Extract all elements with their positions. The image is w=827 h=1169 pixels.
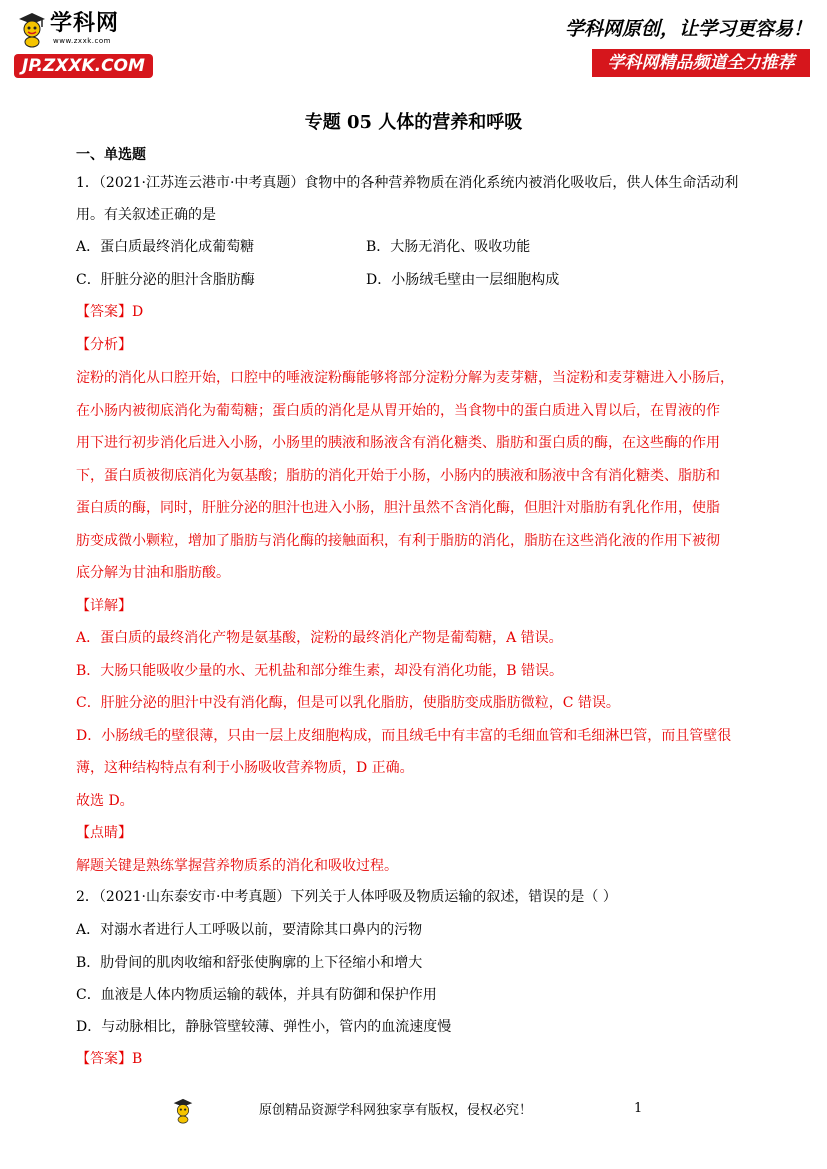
page-number: 1 [634, 1101, 643, 1116]
detail-label: 【详解】 [76, 598, 132, 614]
document-title: 专题 05 人体的营养和呼吸 [304, 112, 523, 133]
slogan-text: 学科网原创，让学习更容易！ [564, 18, 812, 40]
analysis-line: 下，蛋白质被彻底消化为氨基酸；脂肪的消化开始于小肠，小肠内的胰液和肠液中含有消化糖类、脂肪和 [76, 468, 720, 484]
analysis-line: 用下进行初步消化后进入小肠，小肠里的胰液和肠液含有消化糖类、脂肪和蛋白质的酶，在这些酶的作用 [76, 435, 720, 451]
analysis-line: 底分解为甘油和脂肪酸。 [76, 565, 230, 581]
analysis-line: 肪变成微小颗粒，增加了脂肪与消化酶的接触面积，有利于脂肪的消化，脂肪在这些消化液的作用下被彻 [76, 533, 720, 549]
choice-conclusion: 故选 D。 [76, 793, 134, 809]
question-1-option-a: A．蛋白质最终消化成葡萄糖 [76, 239, 255, 255]
question-1-option-b: B．大肠无消化、吸收功能 [366, 239, 531, 255]
question-2-stem: 2．（2021·山东泰安市·中考真题）下列关于人体呼吸及物质运输的叙述，错误的是（ ） [76, 889, 617, 905]
detail-line: C．肝脏分泌的胆汁中没有消化酶，但是可以乳化脂肪，使脂肪变成脂肪微粒，C 错误。 [76, 695, 620, 711]
question-1-option-d: D．小肠绒毛壁由一层细胞构成 [366, 272, 560, 288]
channel-recommend-badge[interactable]: 学科网精品频道全力推荐 [592, 49, 810, 77]
copyright-notice: 原创精品资源学科网独家享有版权，侵权必究！ [259, 1103, 533, 1118]
detail-line: B．大肠只能吸收少量的水、无机盐和部分维生素，却没有消化功能，B 错误。 [76, 663, 564, 679]
question-1-stem-line-2: 用。有关叙述正确的是 [76, 207, 216, 223]
analysis-line: 在小肠内被彻底消化为葡萄糖；蛋白质的消化是从胃开始的，当食物中的蛋白质进入胃以后，在胃液的作 [76, 403, 720, 419]
question-2-option-d: D．与动脉相比，静脉管壁较薄、弹性小，管内的血流速度慢 [76, 1019, 452, 1035]
question-1-option-c: C．肝脏分泌的胆汁含脂肪酶 [76, 272, 255, 288]
footer-mascot-icon [173, 1098, 193, 1124]
question-1-stem-line-1: 1．（2021·江苏连云港市·中考真题）食物中的各种营养物质在消化系统内被消化吸收后，供人体生命活动利 [76, 175, 739, 191]
question-2-option-b: B．肋骨间的肌肉收缩和舒张使胸廓的上下径缩小和增大 [76, 955, 423, 971]
analysis-line: 蛋白质的酶，同时，肝脏分泌的胆汁也进入小肠，胆汁虽然不含消化酶，但胆汁对脂肪有乳化作用，使脂 [76, 500, 720, 516]
jp-site-badge[interactable]: JP.ZXXK.COM [14, 54, 153, 78]
detail-line: 薄，这种结构特点有利于小肠吸收营养物质，D 正确。 [76, 760, 414, 776]
mascot-logo-icon [18, 12, 46, 48]
analysis-label: 【分析】 [76, 337, 132, 353]
tip-text: 解题关键是熟练掌握营养物质系的消化和吸收过程。 [76, 858, 398, 874]
detail-line: D．小肠绒毛的壁很薄，只由一层上皮细胞构成，而且绒毛中有丰富的毛细血管和毛细淋巴管，而且管壁很 [76, 728, 732, 744]
question-2-option-a: A．对溺水者进行人工呼吸以前，要清除其口鼻内的污物 [76, 922, 423, 938]
question-2-answer: 【答案】B [76, 1051, 143, 1067]
detail-line: A．蛋白质的最终消化产物是氨基酸，淀粉的最终消化产物是葡萄糖，A 错误。 [76, 630, 563, 646]
site-url-text: www.zxxk.com [53, 37, 111, 45]
question-2-option-c: C．血液是人体内物质运输的载体，并具有防御和保护作用 [76, 987, 437, 1003]
analysis-line: 淀粉的消化从口腔开始，口腔中的唾液淀粉酶能够将部分淀粉分解为麦芽糖，当淀粉和麦芽糖进入小肠后， [76, 370, 734, 386]
tip-label: 【点睛】 [76, 825, 132, 841]
section-heading: 一、单选题 [76, 147, 146, 163]
question-1-answer: 【答案】D [76, 304, 144, 320]
site-logo-text[interactable]: 学科网 [50, 11, 120, 36]
